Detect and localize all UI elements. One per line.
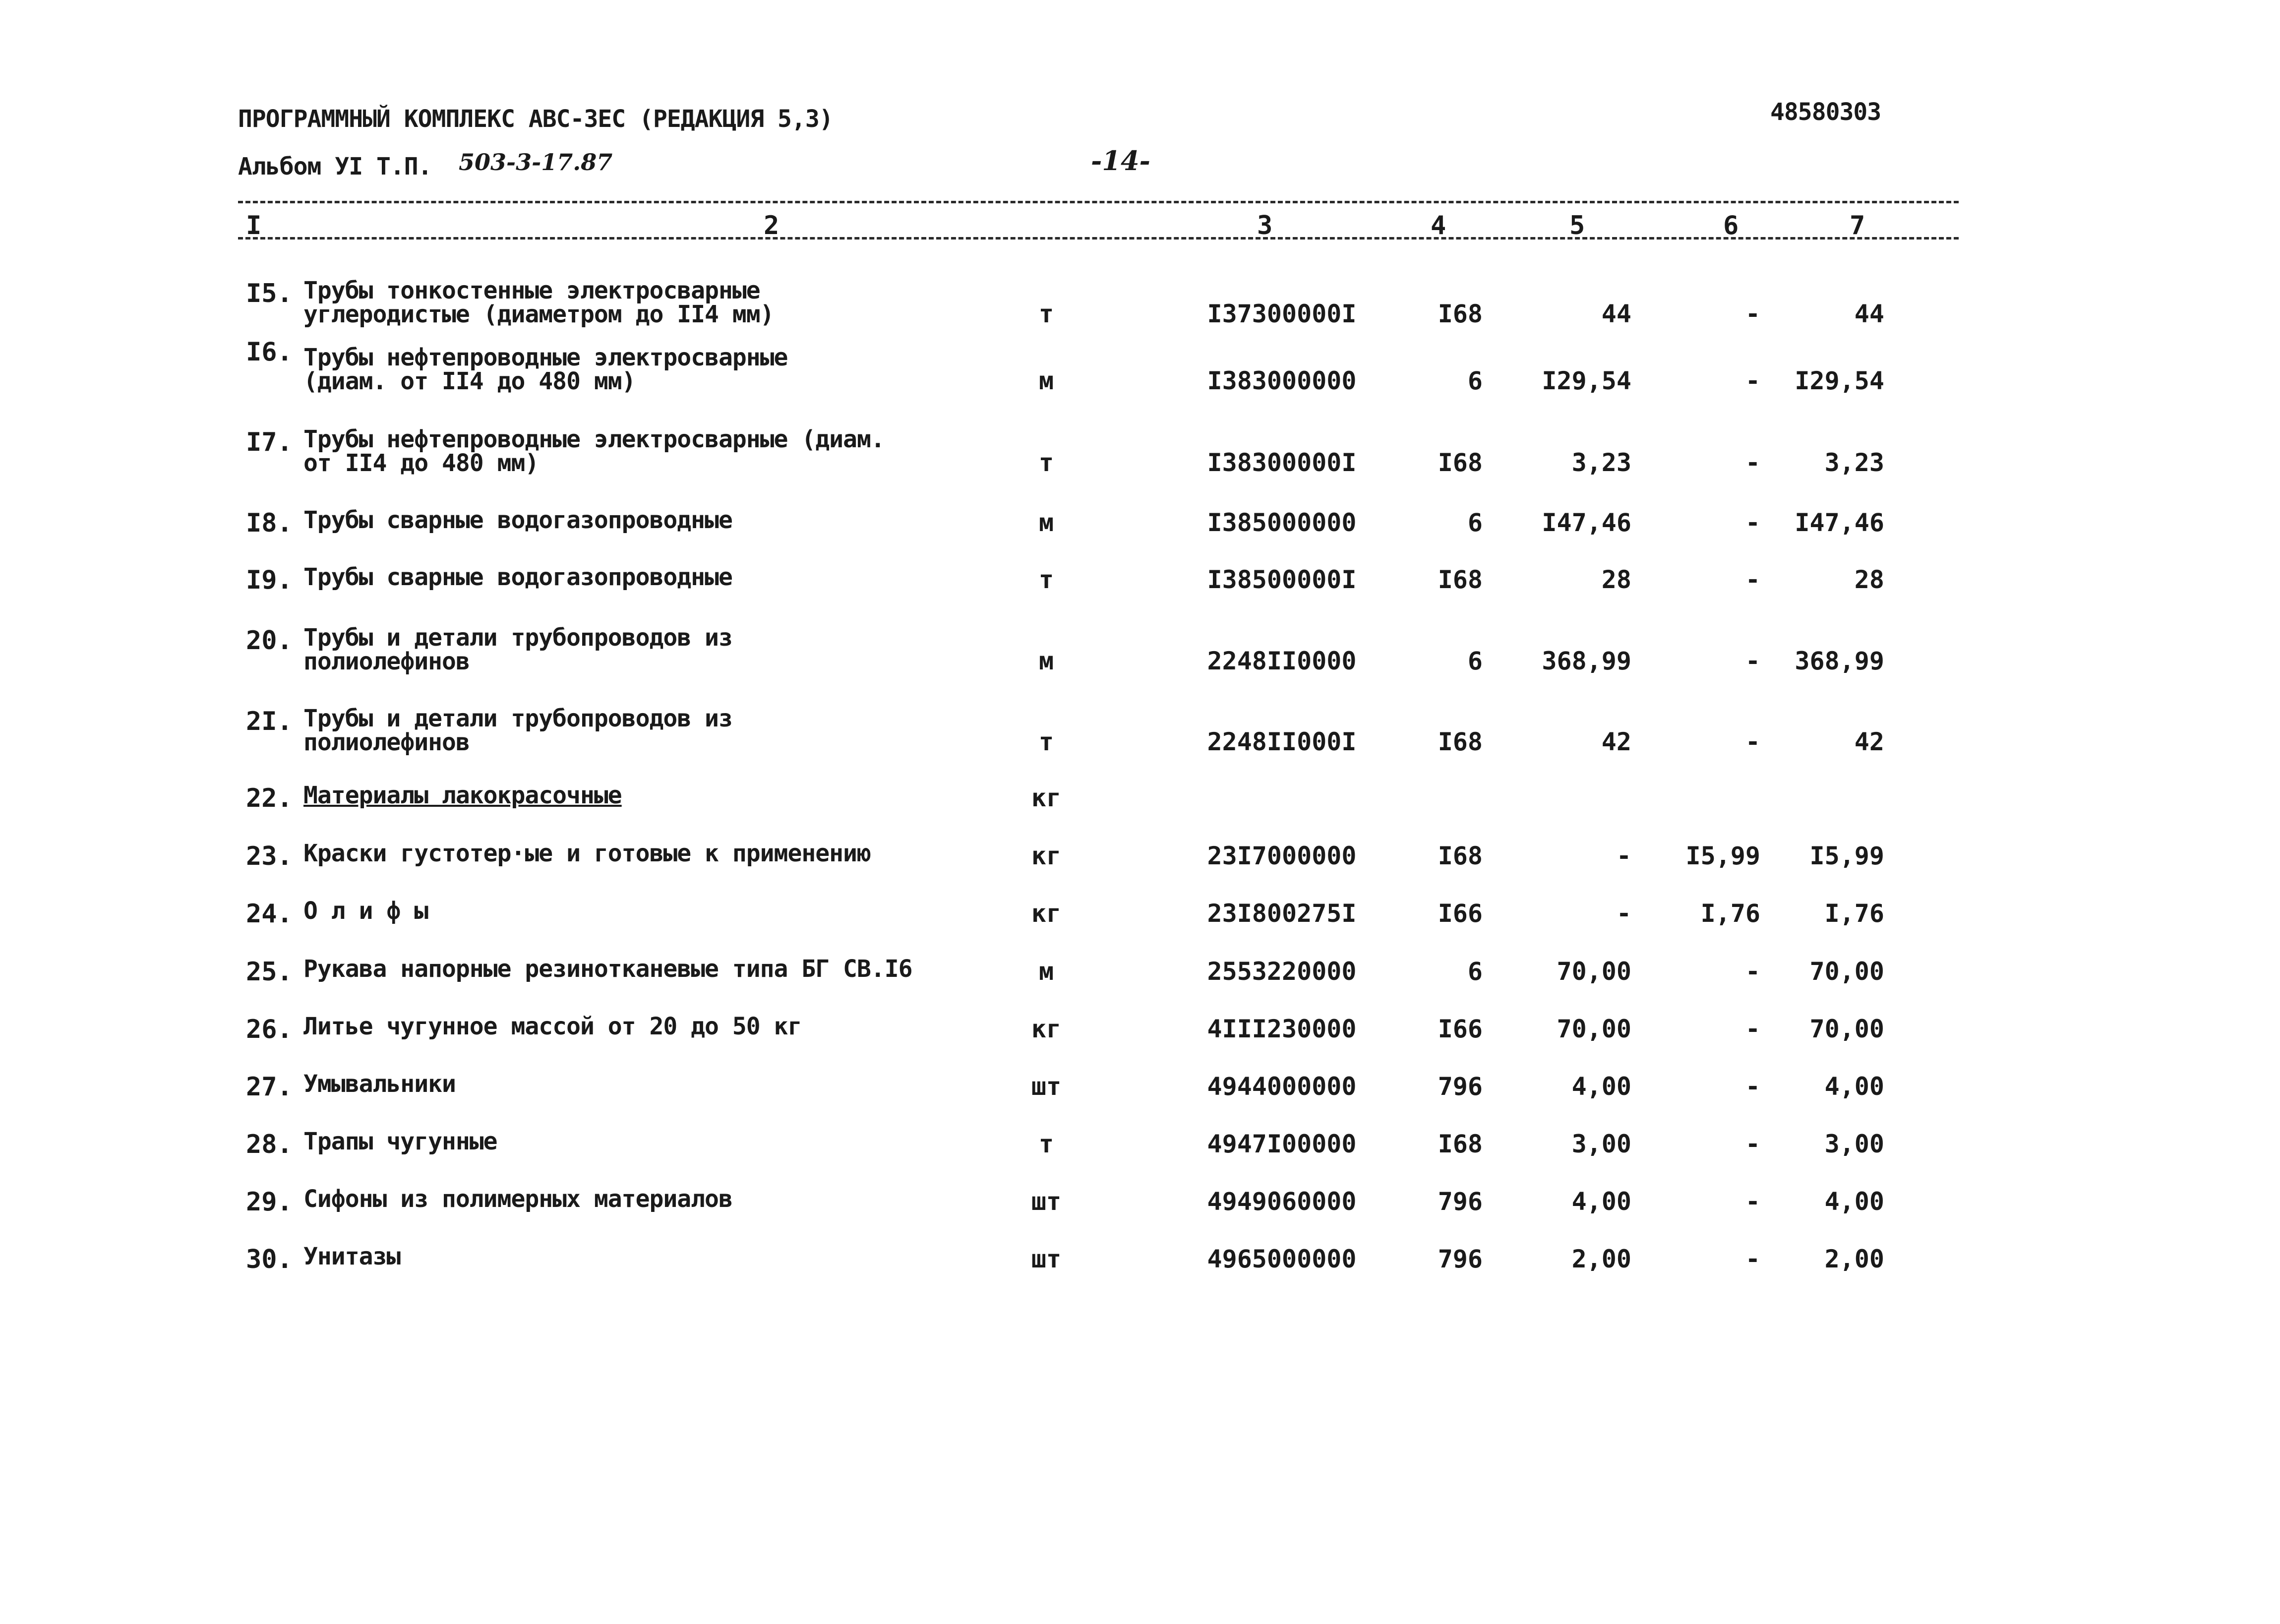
cell-c6: - — [1745, 508, 1760, 537]
cell-c6: - — [1745, 565, 1760, 594]
row-name — [303, 279, 1047, 326]
row-name — [303, 565, 1047, 589]
row-number: 27. — [246, 1072, 293, 1102]
cell-c4: 6 — [1467, 957, 1483, 986]
cell-c7: 368,99 — [1795, 647, 1884, 675]
cell-code: 4965000000 — [1207, 1245, 1357, 1273]
cell-c5: 4,00 — [1571, 1187, 1631, 1216]
column-number-5: 5 — [1569, 211, 1585, 241]
row-name — [303, 1187, 1047, 1211]
cell-c4: 6 — [1467, 508, 1483, 537]
cell-c6: I,76 — [1700, 899, 1760, 928]
column-number-1: I — [246, 211, 262, 241]
cell-code: I38500000I — [1207, 565, 1357, 594]
column-number-3: 3 — [1257, 211, 1273, 241]
cell-c4: I68 — [1438, 565, 1483, 594]
album-label: Альбом УI Т.П. — [238, 153, 432, 180]
row-number: 23. — [246, 842, 293, 871]
column-number-2: 2 — [764, 211, 780, 241]
row-name-line: Трубы сварные водогазопроводные — [303, 563, 732, 591]
cell-c4: I68 — [1438, 842, 1483, 870]
cell-c7: 3,00 — [1824, 1130, 1884, 1158]
column-number-4: 4 — [1431, 211, 1446, 241]
cell-c4: 796 — [1438, 1072, 1483, 1101]
cell-c6: - — [1745, 1130, 1760, 1158]
cell-c7: I29,54 — [1795, 366, 1884, 395]
cell-unit: м — [1038, 957, 1054, 986]
cell-code: I385000000 — [1207, 508, 1357, 537]
cell-c7: 4,00 — [1824, 1187, 1884, 1216]
row-name-line: Унитазы — [303, 1243, 401, 1270]
cell-c6: - — [1745, 727, 1760, 756]
row-name — [303, 346, 1047, 393]
cell-c6: - — [1745, 647, 1760, 675]
row-name-line: от II4 до 480 мм) — [303, 449, 539, 477]
cell-c7: I47,46 — [1795, 508, 1884, 537]
cell-c4: 6 — [1467, 366, 1483, 395]
cell-c7: I,76 — [1824, 899, 1884, 928]
row-name-line: Рукава напорные резинотканевые типа БГ СВ.I6 — [303, 955, 912, 983]
row-number: I7. — [246, 427, 293, 457]
cell-c7: 42 — [1854, 727, 1884, 756]
row-name — [303, 626, 1047, 673]
cell-c4: 6 — [1467, 647, 1483, 675]
row-name — [303, 899, 1047, 923]
row-name-line: углеродистые (диаметром до II4 мм) — [303, 301, 774, 328]
cell-c4: 796 — [1438, 1187, 1483, 1216]
page-number-handwritten: -14- — [1091, 145, 1150, 177]
row-name-line: Умывальники — [303, 1070, 456, 1098]
row-name — [303, 783, 1047, 807]
column-number-7: 7 — [1850, 211, 1865, 241]
cell-unit: кг — [1031, 899, 1062, 928]
cell-c4: I68 — [1438, 300, 1483, 328]
cell-code: I383000000 — [1207, 366, 1357, 395]
cell-unit: шт — [1031, 1245, 1062, 1273]
row-number: I5. — [246, 279, 293, 308]
cell-c5: 4,00 — [1571, 1072, 1631, 1101]
row-name-line: Трубы нефтепроводные электросварные — [303, 344, 788, 371]
cell-c6: - — [1745, 1187, 1760, 1216]
row-name-line: Трубы и детали трубопроводов из — [303, 705, 732, 732]
cell-c6: - — [1745, 1015, 1760, 1043]
cell-c4: I68 — [1438, 448, 1483, 477]
row-name — [303, 1072, 1047, 1096]
row-name — [303, 427, 1047, 475]
cell-unit: шт — [1031, 1187, 1062, 1216]
row-name-line: Трубы сварные водогазопроводные — [303, 506, 732, 534]
cell-unit: кг — [1031, 842, 1062, 870]
program-title: ПРОГРАММНЫЙ КОМПЛЕКС АВС-ЗЕС (РЕДАКЦИЯ 5,3) — [238, 105, 833, 133]
cell-c4: I68 — [1438, 727, 1483, 756]
cell-c5: 3,00 — [1571, 1130, 1631, 1158]
cell-code: I37300000I — [1207, 300, 1357, 328]
cell-unit: т — [1038, 565, 1054, 594]
row-name-line: Материалы лакокрасочные — [303, 782, 622, 809]
row-number: 30. — [246, 1245, 293, 1274]
row-name — [303, 707, 1047, 754]
cell-c5: 44 — [1601, 300, 1631, 328]
cell-c4: I68 — [1438, 1130, 1483, 1158]
row-name-line: Краски густотер·ые и готовые к применению — [303, 840, 871, 867]
row-name — [303, 1015, 1047, 1038]
cell-c5: 368,99 — [1542, 647, 1631, 675]
cell-c4: I66 — [1438, 1015, 1483, 1043]
row-name-line: Трубы тонкостенные электросварные — [303, 277, 760, 304]
row-number: 26. — [246, 1015, 293, 1044]
cell-unit: т — [1038, 448, 1054, 477]
cell-c5: I29,54 — [1542, 366, 1631, 395]
row-number: 25. — [246, 957, 293, 987]
cell-c5: 70,00 — [1557, 957, 1631, 986]
row-number: 29. — [246, 1187, 293, 1217]
row-number: 20. — [246, 626, 293, 656]
row-number: 22. — [246, 783, 293, 813]
cell-c6: I5,99 — [1685, 842, 1760, 870]
cell-unit: м — [1038, 647, 1054, 675]
cell-c4: 796 — [1438, 1245, 1483, 1273]
document-code: 48580303 — [1770, 98, 1881, 126]
cell-code: 4949060000 — [1207, 1187, 1357, 1216]
cell-code: 2248II000I — [1207, 727, 1357, 756]
row-name — [303, 508, 1047, 532]
row-name-line: (диам. от II4 до 480 мм) — [303, 367, 636, 395]
cell-c5: - — [1616, 899, 1631, 928]
row-number: I9. — [246, 565, 293, 595]
cell-c7: 3,23 — [1824, 448, 1884, 477]
cell-code: 23I7000000 — [1207, 842, 1357, 870]
row-name-line: Литье чугунное массой от 20 до 50 кг — [303, 1013, 802, 1040]
cell-unit: т — [1038, 1130, 1054, 1158]
cell-unit: т — [1038, 300, 1054, 328]
cell-code: I38300000I — [1207, 448, 1357, 477]
cell-c7: 70,00 — [1809, 957, 1884, 986]
row-name — [303, 1130, 1047, 1153]
row-name-line: Трубы нефтепроводные электросварные (диам. — [303, 425, 885, 453]
cell-c5: 2,00 — [1571, 1245, 1631, 1273]
row-name-line: полиолефинов — [303, 648, 470, 675]
cell-unit: кг — [1031, 1015, 1062, 1043]
cell-unit: кг — [1031, 783, 1062, 812]
cell-c6: - — [1745, 366, 1760, 395]
row-number: 28. — [246, 1130, 293, 1159]
row-name-line: Трапы чугунные — [303, 1128, 497, 1155]
column-number-6: 6 — [1723, 211, 1739, 241]
row-name — [303, 842, 1047, 865]
cell-c7: 28 — [1854, 565, 1884, 594]
cell-unit: т — [1038, 727, 1054, 756]
cell-code: 23I800275I — [1207, 899, 1357, 928]
cell-c7: 70,00 — [1809, 1015, 1884, 1043]
cell-c5: 42 — [1601, 727, 1631, 756]
cell-c7: I5,99 — [1809, 842, 1884, 870]
cell-code: 4947I00000 — [1207, 1130, 1357, 1158]
row-name-line: Сифоны из полимерных материалов — [303, 1185, 732, 1213]
cell-code: 2248II0000 — [1207, 647, 1357, 675]
row-name-line: полиолефинов — [303, 728, 470, 756]
cell-c4: I66 — [1438, 899, 1483, 928]
cell-c5: - — [1616, 842, 1631, 870]
album-number-handwritten: 503-3-17.87 — [459, 149, 613, 176]
cell-c5: 3,23 — [1571, 448, 1631, 477]
row-number: 2I. — [246, 707, 293, 736]
cell-unit: шт — [1031, 1072, 1062, 1101]
cell-c6: - — [1745, 300, 1760, 328]
cell-c6: - — [1745, 957, 1760, 986]
cell-unit: м — [1038, 366, 1054, 395]
cell-c5: 28 — [1601, 565, 1631, 594]
row-number: I8. — [246, 508, 293, 538]
cell-c5: I47,46 — [1542, 508, 1631, 537]
cell-c7: 4,00 — [1824, 1072, 1884, 1101]
row-name-line: О л и ф ы — [303, 897, 428, 925]
row-number: I6. — [246, 337, 293, 367]
row-name — [303, 957, 1047, 981]
row-number: 24. — [246, 899, 293, 929]
row-name-line: Трубы и детали трубопроводов из — [303, 624, 732, 652]
cell-c5: 70,00 — [1557, 1015, 1631, 1043]
cell-code: 4III230000 — [1207, 1015, 1357, 1043]
cell-c7: 2,00 — [1824, 1245, 1884, 1273]
cell-c6: - — [1745, 1245, 1760, 1273]
cell-code: 2553220000 — [1207, 957, 1357, 986]
cell-unit: м — [1038, 508, 1054, 537]
cell-c6: - — [1745, 448, 1760, 477]
cell-code: 4944000000 — [1207, 1072, 1357, 1101]
cell-c7: 44 — [1854, 300, 1884, 328]
cell-c6: - — [1745, 1072, 1760, 1101]
row-name — [303, 1245, 1047, 1268]
